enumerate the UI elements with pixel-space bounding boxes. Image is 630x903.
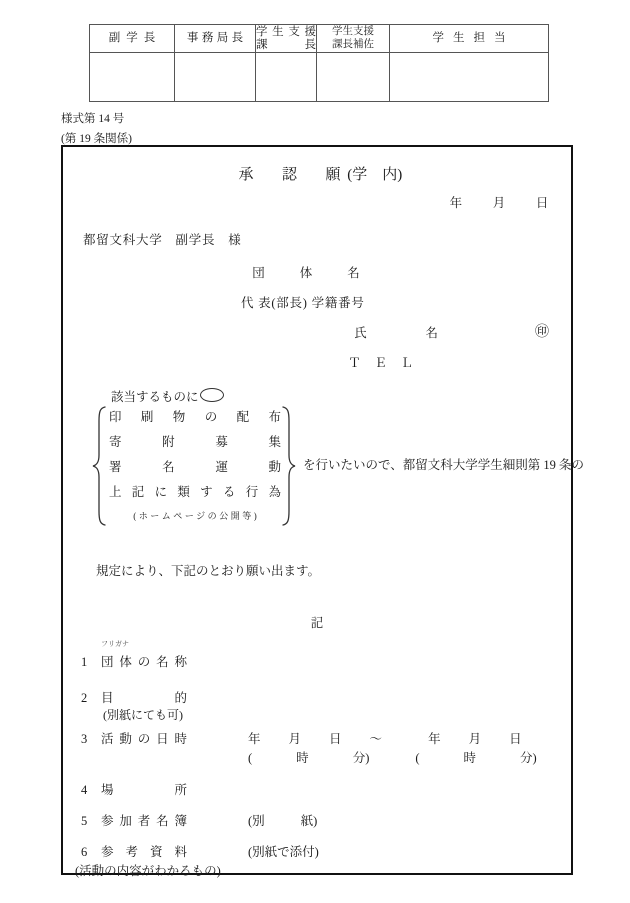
signature-cell-vice-president[interactable] [90,53,175,102]
item-label: 活動の日時 [101,732,187,746]
right-brace-icon [281,405,297,527]
approval-table-signature-row [90,53,549,102]
telephone-label: Ｔ Ｅ Ｌ [348,356,419,370]
approval-column-label: 副学長 [108,31,162,44]
range-separator: 〜 [369,732,383,746]
telephone-field[interactable] [343,353,418,371]
item-participant-list-note [248,811,317,829]
application-document-body [61,145,585,878]
representative-field[interactable] [241,293,365,311]
item-number: 3 [81,732,88,746]
approval-column-deputy-chief [317,25,390,53]
addressee-office: 副学長 [175,233,216,247]
furigana-char-3: ガ [115,640,122,648]
activity-option-1[interactable]: 印刷物の配布 [109,410,281,424]
approval-column-label-line2: 課長補佐 [332,38,374,50]
date-entry-line[interactable] [450,193,549,211]
note-close: 紙) [300,814,318,828]
end-paren-open: ( [415,751,420,765]
brace-tail-text: を行いたいので、都留文科大学学生細則第 19 条の [303,458,585,472]
addressee-honorific: 様 [228,233,241,247]
page-title-paren: (学 内) [347,167,403,183]
furigana-char-1: フ [101,640,108,648]
item-number: 2 [81,691,88,705]
ellipse-circle-icon [200,388,224,402]
seal-icon: ㊞ [535,325,549,340]
item-location [81,780,187,798]
activity-option-2[interactable]: 寄附募集 [109,435,281,449]
start-day-label: 日 [329,732,342,746]
person-name-field[interactable] [343,323,449,341]
year-label: 年 [449,196,463,210]
approval-column-label-line1: 学生支援 [332,25,374,37]
organization-name-label: 団 体 名 [252,266,372,280]
start-minute-label: 分) [352,751,370,765]
activity-options-group [91,405,585,527]
item-number: 5 [81,814,88,828]
addressee-university: 都留文科大学 [83,233,163,247]
end-hour-label: 時 [463,751,477,765]
note-open: (別 [248,814,265,828]
person-name-label: 氏 名 [354,326,450,340]
approval-column-label: 学生担当 [432,31,515,44]
article-reference: (第 19 条関係) [61,133,132,145]
end-year-label: 年 [428,732,441,746]
start-hour-label: 時 [296,751,309,765]
furigana-char-4: ナ [122,640,129,648]
end-minute-label: 分) [520,751,537,765]
approval-column-label: 事務局長 [186,31,247,44]
item-reference-materials-subnote: (活動の内容がわかるもの) [75,864,221,878]
item-purpose-note: (別紙にても可) [103,708,183,722]
addressee-line [83,230,241,248]
page-title-main: 承 認 願 [238,167,348,183]
activity-option-4[interactable]: 上記に類する行為 [109,485,281,499]
day-label: 日 [535,196,549,210]
organization-name-field[interactable] [241,263,371,281]
item-reference-materials-note: (別紙で添付) [248,845,319,859]
signature-cell-deputy-chief[interactable] [317,53,390,102]
check-instruction [111,387,224,405]
start-paren-open: ( [248,751,253,765]
item-label: 目的 [101,691,187,705]
activity-option-3[interactable]: 署名運動 [109,460,281,474]
item-number: 6 [81,845,88,859]
form-number: 様式第 14 号 [61,113,125,125]
furigana-ruby [101,639,187,649]
activity-date-range[interactable] [248,729,522,747]
approval-column-student-support-chief [256,25,317,53]
item-label: 団体の名称 [101,655,187,669]
signature-cell-secretariat-director[interactable] [175,53,256,102]
approval-column-label-line2: 課長 [256,38,316,51]
end-day-label: 日 [509,732,522,746]
activity-time-range[interactable] [248,748,537,766]
item-label: 参加者名簿 [101,814,187,828]
activity-options-list [109,405,281,527]
signature-cell-student-support-chief[interactable] [256,53,317,102]
approval-stamp-table [89,24,549,102]
item-label: 場所 [101,783,187,797]
end-month-label: 月 [468,732,482,746]
item-activity-datetime [81,729,187,747]
approval-column-vice-president [90,25,175,53]
approval-column-label-line1: 学生支援 [256,25,316,38]
left-brace-icon [91,405,107,527]
item-number: 4 [81,783,88,797]
approval-column-secretariat-director [175,25,256,53]
item-participant-list [81,811,187,829]
item-label: 参考資料 [101,845,187,859]
clause-text: 規定により、下記のとおり願い出ます。 [96,564,321,578]
check-instruction-text: 該当するものに [111,390,199,404]
start-month-label: 月 [288,732,302,746]
page-title [63,163,571,184]
item-number: 1 [81,655,88,669]
signature-cell-student-affairs[interactable] [390,53,549,102]
item-purpose [81,688,187,706]
approval-column-student-affairs [390,25,549,53]
representative-label: 代 表(部長) 学籍番号 [241,296,365,310]
item-organization-name [81,652,187,670]
start-year-label: 年 [248,732,261,746]
ki-mark: 記 [310,616,324,630]
item-reference-materials [81,842,187,860]
month-label: 月 [492,196,506,210]
activity-options-note: (ホームページの公開等) [133,511,260,521]
furigana-char-2: リ [108,640,115,648]
approval-table-header-row [90,25,549,53]
